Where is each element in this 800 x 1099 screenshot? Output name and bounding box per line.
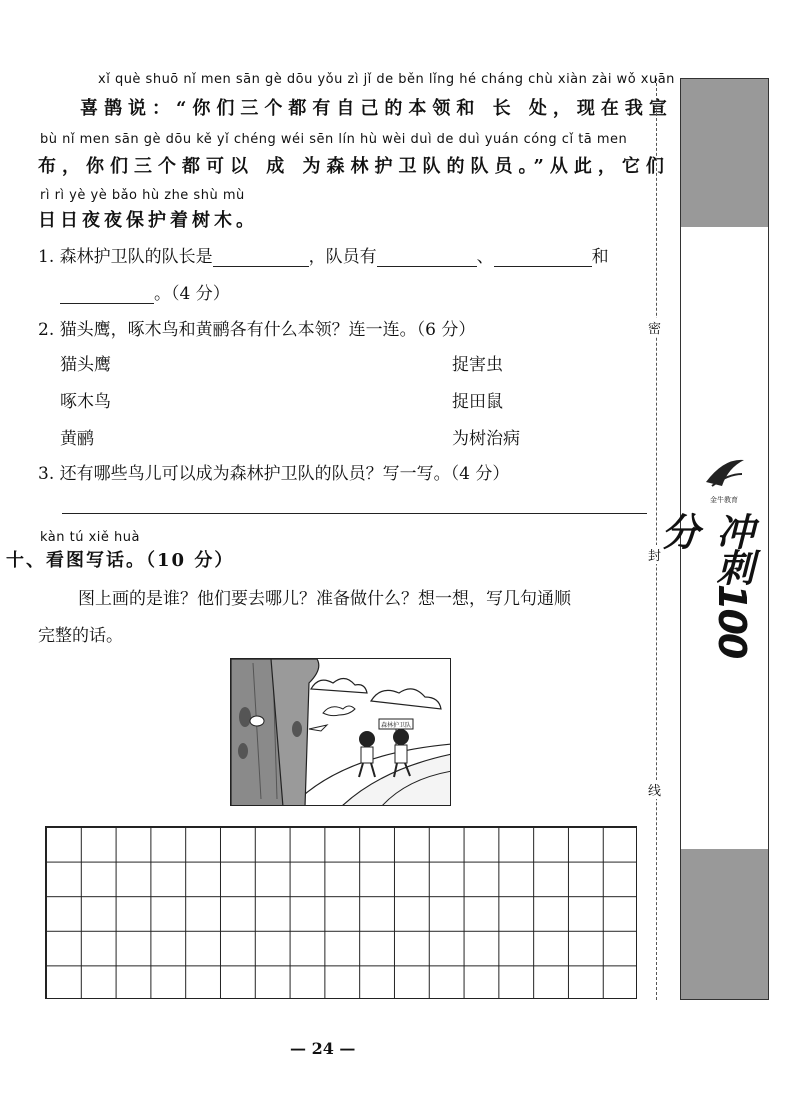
sign-text: 森林护卫队 xyxy=(380,722,412,729)
section-10-pinyin: kàn tú xiě huà xyxy=(40,530,140,545)
question-2: 2. 猫头鹰，啄木鸟和黄鹂各有什么本领？连一连。（6 分） xyxy=(38,320,476,340)
seal-char-1: 密 xyxy=(648,318,661,337)
section-10-prompt-1: 图上画的是谁？他们要去哪儿？准备做什么？想一想，写几句通顺 xyxy=(78,589,571,609)
answer-blank-member-3[interactable] xyxy=(60,286,154,304)
skill-catch-pests[interactable]: 捉害虫 xyxy=(452,355,503,375)
logo-caption: 金牛教育 xyxy=(710,496,738,504)
answer-blank-captain[interactable] xyxy=(213,249,309,267)
skill-cure-trees[interactable]: 为树治病 xyxy=(452,429,520,449)
question-1: 1. 森林护卫队的队长是 ，队员有 、 和 xyxy=(38,247,609,267)
bird-woodpecker[interactable]: 啄木鸟 xyxy=(60,392,111,412)
bird-owl[interactable]: 猫头鹰 xyxy=(60,355,111,375)
passage-pinyin-2: bù nǐ men sān gè dōu kě yǐ chéng wéi sēn lín hù wèi duì de duì yuán cóng cǐ tā men xyxy=(40,132,628,147)
question-1-cont: 。（4 分） xyxy=(60,279,230,304)
section-10-prompt-2: 完整的话。 xyxy=(38,626,123,646)
page-number: — 24 — xyxy=(290,1039,356,1058)
question-3: 3. 还有哪些鸟儿可以成为森林护卫队的队员？写一写。（4 分） xyxy=(38,464,510,484)
passage-line-1: 喜鹊说：“你们三个都有自己的本领和 长 处，现在我宣 xyxy=(80,98,673,119)
answer-blank-member-2[interactable] xyxy=(494,249,592,267)
brand-logo-icon xyxy=(698,452,750,508)
seal-char-2: 封 xyxy=(648,545,661,564)
side-top-block xyxy=(681,79,768,227)
passage-pinyin-3: rì rì yè yè bǎo hù zhe shù mù xyxy=(40,188,245,203)
passage-pinyin-1: xǐ què shuō nǐ men sān gè dōu yǒu zì jǐ de běn lǐng hé cháng chù xiàn zài wǒ xuān xyxy=(98,72,675,87)
skill-catch-mice[interactable]: 捉田鼠 xyxy=(452,392,503,412)
scene-illustration xyxy=(230,658,451,806)
bird-oriole[interactable]: 黄鹂 xyxy=(60,429,94,449)
passage-line-2: 布，你们三个都可以 成 为森林护卫队的队员。”从此，它们 xyxy=(38,156,670,177)
side-bottom-block xyxy=(681,849,768,999)
answer-blank-member-1[interactable] xyxy=(377,249,477,267)
writing-grid[interactable] xyxy=(45,826,637,999)
section-10-title: 十、看图写话。（10 分） xyxy=(6,550,235,571)
passage-line-3: 日日夜夜保护着树木。 xyxy=(38,210,258,231)
answer-line-q3[interactable] xyxy=(62,513,647,514)
seal-char-3: 线 xyxy=(648,780,661,799)
brand-title: 冲刺100分 xyxy=(655,512,754,658)
